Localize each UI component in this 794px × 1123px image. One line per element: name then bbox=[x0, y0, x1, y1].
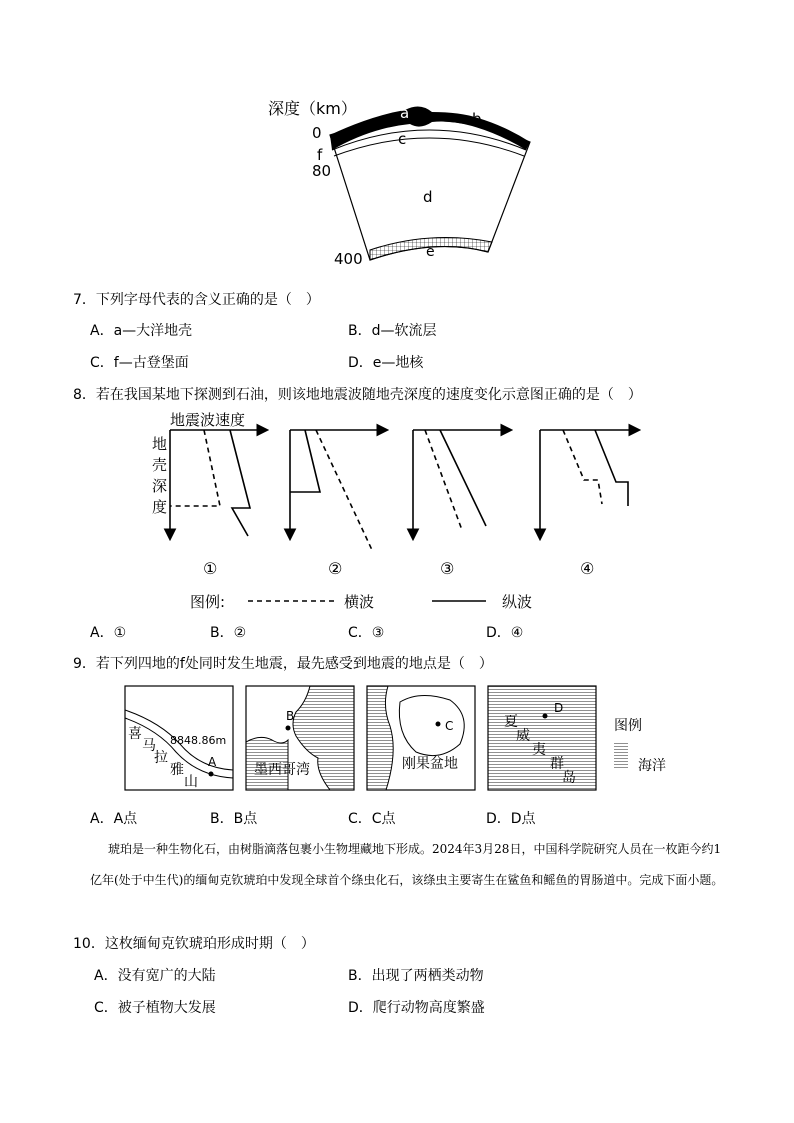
q8-option-d[interactable]: D．④ bbox=[486, 625, 524, 641]
legend-title: 图例: bbox=[190, 593, 226, 611]
himalaya-char-3: 拉 bbox=[154, 750, 168, 766]
q7-option-b[interactable]: B．d—软流层 bbox=[348, 323, 437, 339]
point-d-dot bbox=[543, 714, 548, 719]
amber-passage: 琥珀是一种生物化石，由树脂滴落包裹小生物埋藏地下形成。2024年3月28日，中国科学院研究人员在一枚距今约1亿年(处于中生代)的缅甸克钦琥珀中发现全球首个绦虫化石，该绦虫主要寄生在鲨鱼和鳐鱼的胃肠道中。完成下面小题。 bbox=[90, 842, 724, 887]
depth-80: 80 bbox=[312, 162, 332, 180]
seismic-wave-panels bbox=[140, 408, 660, 618]
congo-label: 刚果盆地 bbox=[402, 756, 458, 772]
crust-section-diagram bbox=[260, 90, 540, 280]
label-a: a bbox=[400, 104, 410, 122]
hawaii-char-2: 威 bbox=[516, 728, 530, 744]
q10-stem: 10．这枚缅甸克钦琥珀形成时期（ ） bbox=[73, 936, 315, 952]
himalaya-char-1: 喜 bbox=[128, 726, 142, 742]
label-b: b bbox=[472, 110, 482, 128]
label-d: d bbox=[423, 188, 433, 206]
depth-axis-char-1: 地 bbox=[152, 435, 168, 453]
q9-option-b[interactable]: B．B点 bbox=[210, 811, 258, 827]
q10-option-d[interactable]: D．爬行动物高度繁盛 bbox=[348, 1000, 485, 1016]
q9-stem: 9．若下列四地的f处同时发生地震，最先感受到地震的地点是（ ） bbox=[73, 656, 493, 672]
depth-axis-char-4: 度 bbox=[152, 498, 168, 516]
point-c-dot bbox=[436, 722, 441, 727]
point-b-dot bbox=[286, 726, 291, 731]
point-b-label: B bbox=[286, 709, 295, 723]
depth-0: 0 bbox=[312, 124, 322, 142]
map-hawaii bbox=[488, 686, 596, 790]
hawaii-char-1: 夏 bbox=[504, 714, 518, 730]
location-maps bbox=[120, 682, 680, 794]
velocity-axis-title: 地震波速度 bbox=[170, 411, 246, 429]
ocean-legend-label: 海洋 bbox=[638, 758, 666, 774]
q7-option-a[interactable]: A．a—大洋地壳 bbox=[90, 323, 193, 339]
q9-option-c[interactable]: C．C点 bbox=[348, 811, 396, 827]
himalaya-char-5: 山 bbox=[184, 774, 198, 790]
depth-400: 400 bbox=[334, 250, 363, 268]
hawaii-char-4: 群 bbox=[550, 756, 564, 772]
label-e: e bbox=[426, 244, 435, 260]
q7-stem: 7．下列字母代表的含义正确的是（ ） bbox=[73, 292, 320, 308]
ocean-swatch bbox=[614, 742, 628, 768]
q10-option-b[interactable]: B．出现了两栖类动物 bbox=[348, 968, 484, 984]
map-legend-title: 图例 bbox=[614, 718, 642, 734]
q8-option-c[interactable]: C．③ bbox=[348, 625, 385, 641]
q10-option-c[interactable]: C．被子植物大发展 bbox=[94, 1000, 216, 1016]
hawaii-char-5: 岛 bbox=[562, 770, 576, 786]
legend-s-wave: 横波 bbox=[344, 593, 375, 611]
panel-label-4: ④ bbox=[580, 559, 595, 578]
hawaii-char-3: 夷 bbox=[532, 742, 546, 758]
panel-label-3: ③ bbox=[440, 559, 455, 578]
depth-title: 深度（km） bbox=[268, 99, 357, 118]
label-f: f bbox=[317, 146, 323, 164]
point-a-label: A bbox=[208, 755, 217, 769]
point-c-label: C bbox=[445, 719, 454, 733]
q10-option-a[interactable]: A．没有宽广的大陆 bbox=[94, 968, 216, 984]
label-c: c bbox=[398, 130, 407, 148]
panel-label-1: ① bbox=[203, 559, 218, 578]
q7-option-d[interactable]: D．e—地核 bbox=[348, 355, 424, 371]
q8-stem: 8．若在我国某地下探测到石油，则该地地震波随地壳深度的速度变化示意图正确的是（ ） bbox=[73, 387, 642, 403]
q9-option-a[interactable]: A．A点 bbox=[90, 811, 138, 827]
q8-option-a[interactable]: A．① bbox=[90, 625, 127, 641]
depth-axis-char-3: 深 bbox=[152, 477, 168, 495]
q9-option-d[interactable]: D．D点 bbox=[486, 811, 536, 827]
q7-option-c[interactable]: C．f—古登堡面 bbox=[90, 355, 189, 371]
point-d-label: D bbox=[554, 701, 564, 715]
everest-elevation: 8848.86m bbox=[170, 734, 227, 747]
q8-option-b[interactable]: B．② bbox=[210, 625, 247, 641]
legend-p-wave: 纵波 bbox=[502, 593, 533, 611]
gulf-label: 墨西哥湾 bbox=[254, 762, 310, 778]
depth-axis-char-2: 壳 bbox=[152, 456, 168, 474]
point-a-dot bbox=[209, 772, 214, 777]
himalaya-char-4: 雅 bbox=[170, 762, 184, 778]
himalaya-char-2: 马 bbox=[142, 738, 156, 754]
panel-label-2: ② bbox=[328, 559, 343, 578]
